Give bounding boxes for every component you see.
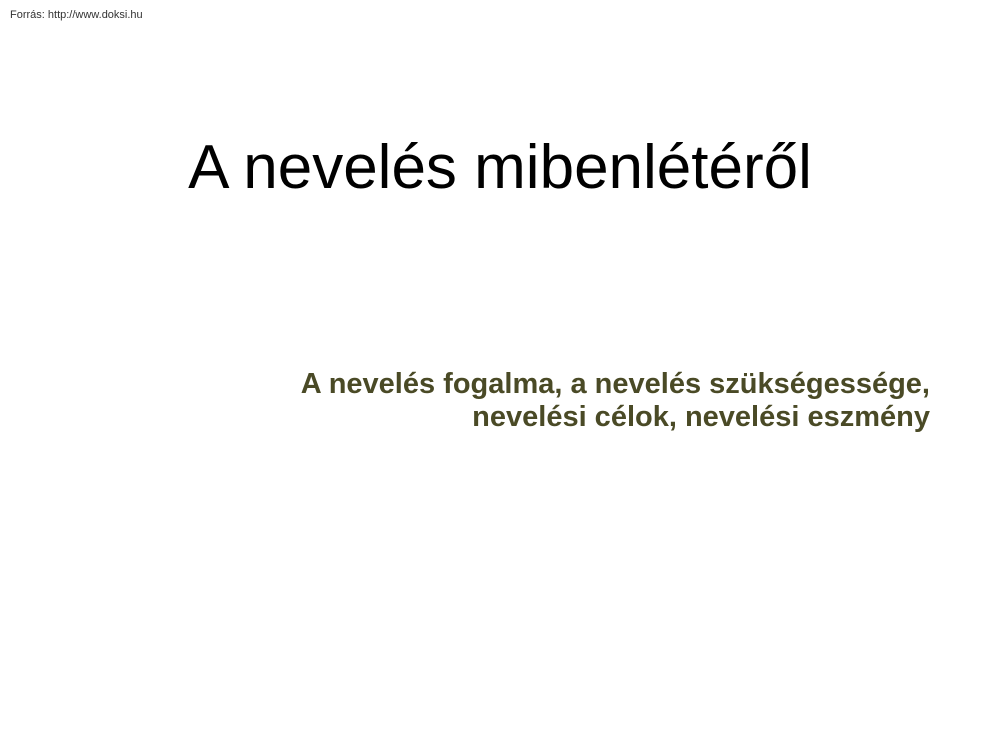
slide-title: A nevelés mibenlétéről [188,133,812,202]
subtitle-line-1: A nevelés fogalma, a nevelés szükségessége, [300,368,930,400]
slide-subtitle [70,368,930,434]
subtitle-line-2: nevelési célok, nevelési eszmény [472,401,930,433]
source-note: Forrás: http://www.doksi.hu [10,9,143,21]
